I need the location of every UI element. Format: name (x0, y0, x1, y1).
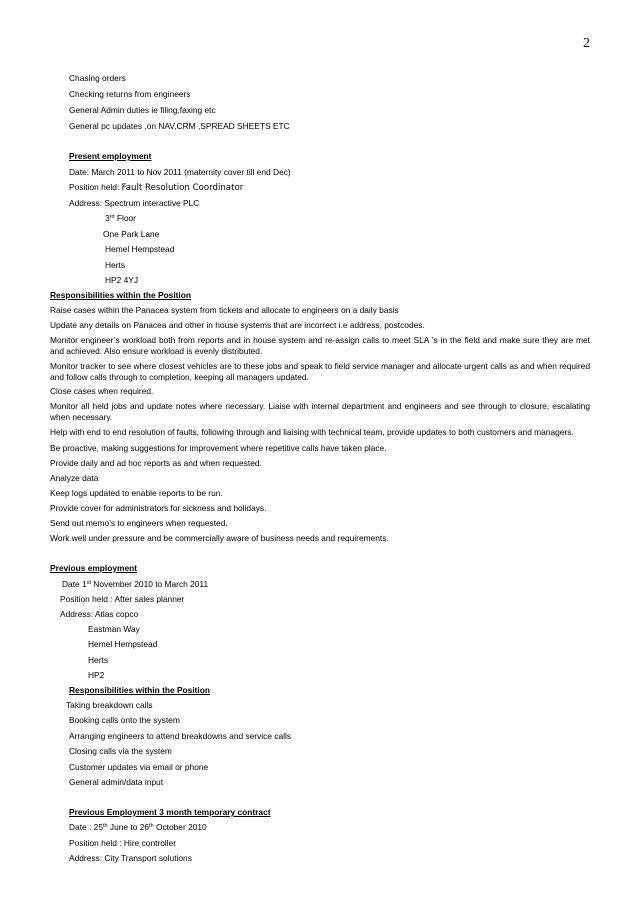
responsibility-item: Customer updates via email or phone (69, 762, 209, 772)
address-line: One Park Lane (103, 229, 160, 239)
responsibility-item: Close cases when required. (50, 386, 154, 396)
responsibility-item: Taking breakdown calls (66, 700, 153, 710)
responsibility-item: Monitor tracker to see where closest vehicles are to these jobs and speak to field service manager and allocate urgent calls as and when required and follow calls through to completion, keeping all managers updated. (50, 361, 590, 382)
address-line: Hemel Hempstead (105, 244, 175, 254)
responsibility-item: Analyze data (50, 473, 99, 483)
responsibility-item: Update any details on Panacea and other in house systems that are incorrect i.e address, postcodes. (50, 320, 425, 330)
section-heading-present: Present employment (69, 151, 152, 161)
section-heading-responsibilities: Responsibilities within the Position (69, 685, 210, 695)
previous-address: Address: Atlas copco (60, 609, 139, 619)
previous-position: Position held : After sales planner (60, 594, 185, 604)
address-line: Hemel Hempstead (88, 639, 158, 649)
responsibility-item: Booking calls onto the system (69, 715, 180, 725)
position-label: Position held: (69, 182, 122, 192)
list-item: General Admin duties ie filing,faxing etc (69, 105, 216, 115)
responsibility-item: Provide daily and ad hoc reports as and when requested. (50, 458, 262, 468)
section-heading-previous-temporary: Previous Employment 3 month temporary contract (69, 807, 271, 817)
responsibility-item: General admin/data input (69, 777, 164, 787)
responsibility-item: Monitor engineer’s workload both from reports and in house system and re-assign calls to meet SLA ’s in the field and make sure they are met and achieved. Also ensure workload is evenly distributed. (50, 335, 590, 356)
responsibility-item: Provide cover for administrators for sickness and holidays. (50, 503, 267, 513)
present-address: Address: Spectrum interactive PLC (69, 198, 200, 208)
responsibility-item: Raise cases within the Panacea system from tickets and allocate to engineers on a daily basis (50, 305, 399, 315)
responsibility-item: Help with end to end resolution of faults, following through and liaising with technical team, provide updates to both customers and managers. (50, 427, 574, 437)
responsibility-item: Closing calls via the system (69, 746, 172, 756)
previous-date: Date : 25th June to 26th October 2010 (69, 822, 207, 832)
address-line: 3rd Floor (105, 213, 136, 223)
responsibility-item: Work well under pressure and be commercially aware of business needs and requirements. (50, 533, 389, 543)
section-heading-responsibilities: Responsibilities within the Position (50, 290, 191, 300)
address-line: Herts (88, 655, 109, 665)
present-position (69, 182, 243, 194)
position-value: Fault Resolution Coordinator (121, 183, 244, 193)
list-item: Checking returns from engineers (69, 89, 191, 99)
section-heading-previous: Previous employment (50, 563, 138, 573)
responsibility-item: Keep logs updated to enable reports to be run. (50, 488, 223, 498)
page-number: 2 (583, 36, 590, 51)
present-date: Date: March 2011 to Nov 2011 (maternity cover till end Dec) (69, 167, 291, 177)
responsibility-item: Arranging engineers to attend breakdowns and service calls (69, 731, 292, 741)
address-line: Eastman Way (88, 624, 140, 634)
previous-date: Date 1st November 2010 to March 2011 (62, 579, 209, 589)
list-item: Chasing orders (69, 73, 126, 83)
address-line: HP2 (88, 670, 105, 680)
responsibility-item: Monitor all held jobs and update notes where necessary. Liaise with internal department and engineers and see through to closure, escalating when necessary. (50, 401, 590, 422)
list-item: General pc updates ,on NAV,CRM ,SPREAD SHEETS ETC (69, 121, 290, 131)
address-line: Herts (105, 260, 126, 270)
previous-address: Address: City Transport solutions (69, 853, 192, 863)
responsibility-item: Send out memo’s to engineers when requested. (50, 518, 228, 528)
previous-position: Position held : Hire controller (69, 838, 177, 848)
responsibility-item: Be proactive, making suggestions for improvement where repetitive calls have taken place. (50, 443, 387, 453)
address-line: HP2 4YJ (105, 275, 139, 285)
